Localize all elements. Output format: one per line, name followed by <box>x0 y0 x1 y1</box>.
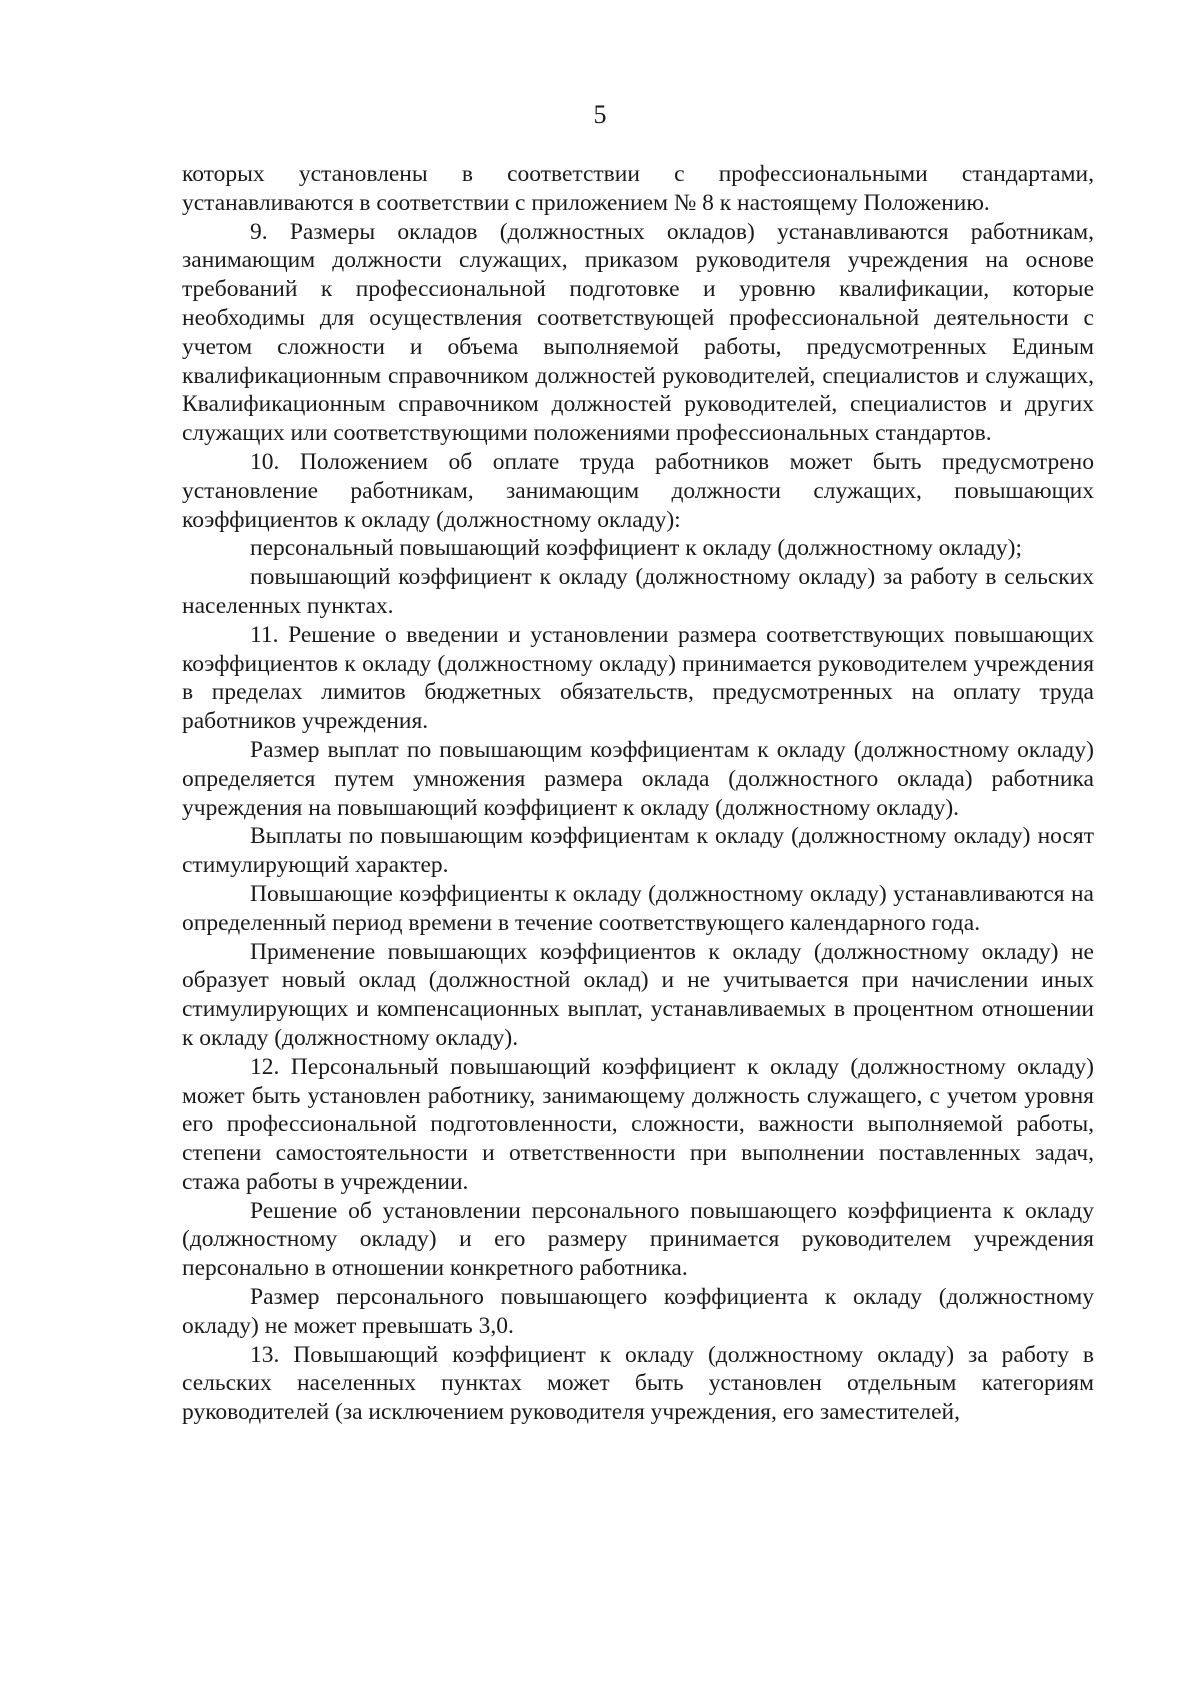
paragraph-list-item-personal: персональный повышающий коэффициент к окладу (должностному окладу); <box>250 535 1022 562</box>
paragraph: Размер выплат по повышающим коэффициентам к окладу (должностному окладу) определяется путем умножения размера оклада (должностного оклада) работника учреждения на повышающий коэффициент к окладу (должностному окладу). <box>182 736 1094 821</box>
paragraph-item-9: 9. Размеры окладов (должностных окладов) устанавливаются работникам, занимающим должности служащих, приказом руководителя учреждения на основе требований к профессиональной подготовке и уровню квалификации, которые необходимы для осуществления соответствующей профессиональной деятельности с учетом сложности и объема выполняемой работы, предусмотренных Единым квалификационным справочником должностей руководителей, специалистов и служащих, Квалификационным справочником должностей руководителей, специалистов и других служащих или соответствующими положениями профессиональных стандартов. <box>182 218 1094 447</box>
paragraph: Применение повышающих коэффициентов к окладу (должностному окладу) не образует новый оклад (должностной оклад) и не учитывается при начислении иных стимулирующих и компенсационных выплат, устанавливаемых в процентном отношении к окладу (должностному окладу). <box>182 938 1094 1051</box>
paragraph-item-13: 13. Повышающий коэффициент к окладу (должностному окладу) за работу в сельских населенных пунктах может быть установлен отдельным категориям руководителей (за исключением руководителя учреждения, его заместителей, <box>182 1341 1094 1426</box>
paragraph: Выплаты по повышающим коэффициентам к окладу (должностному окладу) носят стимулирующий характер. <box>182 823 1094 879</box>
page-number: 5 <box>593 100 607 129</box>
paragraph-continuation: которых установлены в соответствии с профессиональными стандартами, устанавливаются в соответствии с приложением № 8 к настоящему Положению. <box>182 161 1094 216</box>
paragraph: Решение об установлении персонального повышающего коэффициента к окладу (должностному окладу) и его размеру принимается руководителем учреждения персонально в отношении конкретного работника. <box>182 1197 1094 1282</box>
paragraph: Повышающие коэффициенты к окладу (должностному окладу) устанавливаются на определенный период времени в течение соответствующего календарного года. <box>182 880 1094 936</box>
document-body <box>182 160 1094 1427</box>
paragraph-list-item-rural: повышающий коэффициент к окладу (должностному окладу) за работу в сельских населенных пунктах. <box>182 564 1094 619</box>
paragraph: Размер персонального повышающего коэффициента к окладу (должностному окладу) не может превышать 3,0. <box>182 1284 1094 1339</box>
paragraph-item-11: 11. Решение о введении и установлении размера соответствующих повышающих коэффициентов к окладу (должностному окладу) принимается руководителем учреждения в пределах лимитов бюджетных обязательств, предусмотренных на оплату труда работников учреждения. <box>182 621 1094 735</box>
paragraph-item-12: 12. Персональный повышающий коэффициент к окладу (должностному окладу) может быть установлен работнику, занимающему должность служащего, с учетом уровня его профессиональной подготовленности, сложности, важности выполняемой работы, степени самостоятельности и ответственности при выполнении поставленных задач, стажа работы в учреждении. <box>182 1053 1094 1195</box>
paragraph-item-10: 10. Положением об оплате труда работников может быть предусмотрено установление работникам, занимающим должности служащих, повышающих коэффициентов к окладу (должностному окладу): <box>182 448 1094 533</box>
